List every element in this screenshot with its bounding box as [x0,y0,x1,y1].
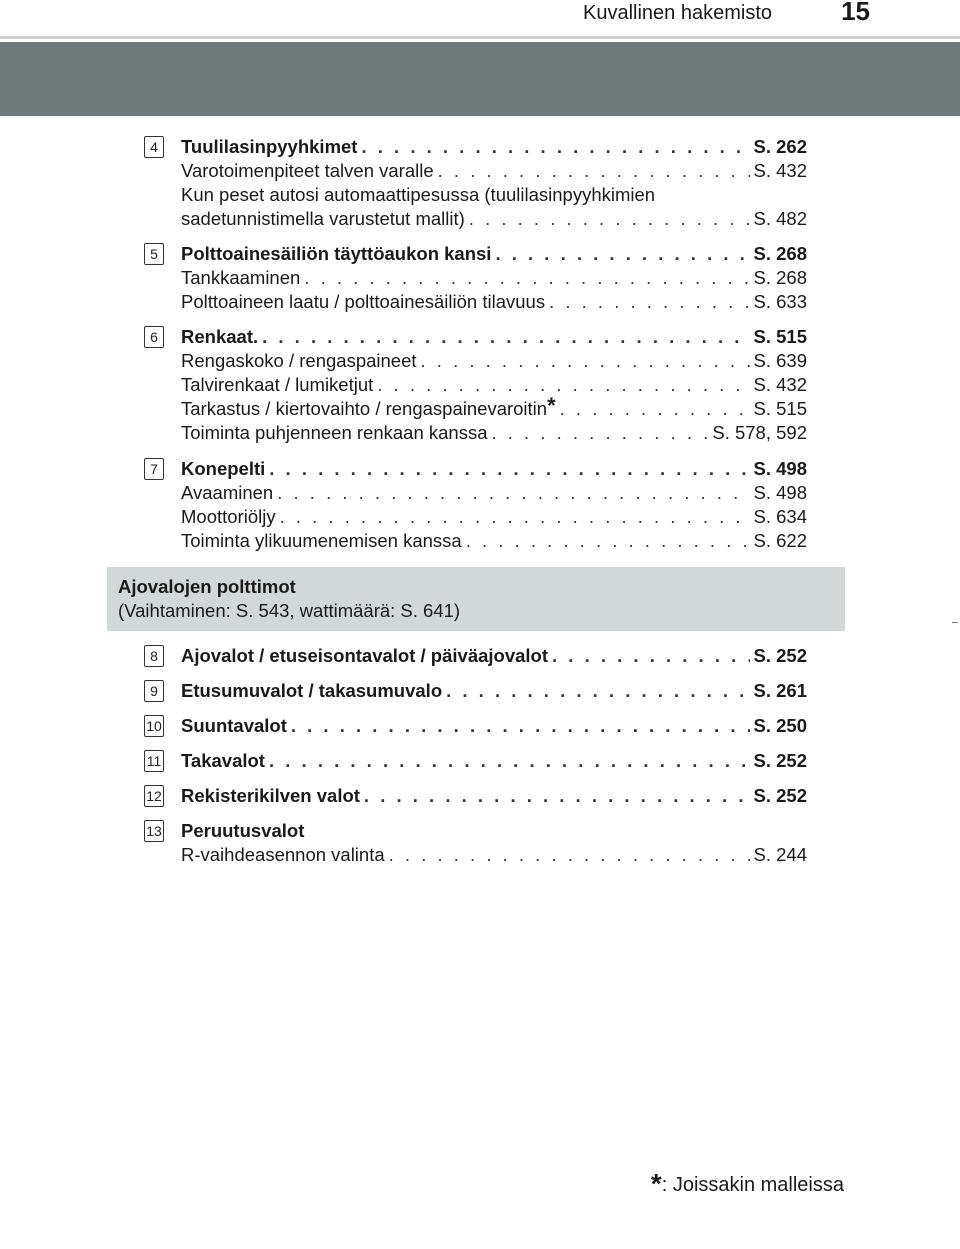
index-entry: Toiminta puhjenneen renkaan kanssa . . . S. 578, 592 [181,422,807,446]
section-title: Kuvallinen hakemisto [583,2,772,24]
index-entry: Tankkaaminen . . . S. 268 [181,267,807,291]
index-entry: Polttoaineen laatu / polttoainesäiliön tilavuus . . . S. 633 [181,291,807,315]
item-number-badge: 10 [144,715,164,737]
item-number-badge: 11 [144,750,164,772]
index-entry: Rekisterikilven valot . . . S. 252 [181,785,807,809]
page-header [0,0,960,40]
item-number-badge: 12 [144,785,164,807]
item-number-badge: 13 [144,820,164,842]
index-entry: Tuulilasinpyyhkimet . . . S. 262 [181,136,807,160]
index-entry: Talvirenkaat / lumiketjut . . . S. 432 [181,374,807,398]
item-number-badge: 9 [144,680,164,702]
item-number-badge: 8 [144,645,164,667]
index-entry: Suuntavalot . . . S. 250 [181,715,807,739]
index-entry: Ajovalot / etuseisontavalot / päiväajovalot . . . S. 252 [181,645,807,669]
page-number: 15 [841,0,870,26]
footnote [651,1168,844,1200]
index-entry: Moottoriöljy . . . S. 634 [181,506,807,530]
header-rule [0,36,960,39]
index-entry: Tarkastus / kiertovaihto / rengaspainevaroitin* . . . S. 515 [181,398,807,422]
footnote-text: : Joissakin malleissa [661,1174,844,1196]
index-entry: Avaaminen . . . S. 498 [181,482,807,506]
index-entry: Etusumuvalot / takasumuvalo . . . S. 261 [181,680,807,704]
index-entry: Konepelti . . . S. 498 [181,458,807,482]
box-subtitle: (Vaihtaminen: S. 543, wattimäärä: S. 641) [118,600,461,621]
item-number-badge: 6 [144,326,164,348]
index-entry: Kun peset autosi automaattipesussa (tuulilasinpyyhkimien [181,184,656,205]
index-entry: Rengaskoko / rengaspaineet . . . S. 639 [181,350,807,374]
footnote-mark: * [650,1168,662,1199]
item-number-badge: 5 [144,243,164,265]
index-entry: Peruutusvalot [181,820,305,841]
index-entry: Polttoainesäiliön täyttöaukon kansi . . . S. 268 [181,243,807,267]
item-number-badge: 4 [144,136,164,158]
bulbs-info-box [107,567,845,631]
box-title: Ajovalojen polttimot [118,576,296,597]
index-entry: Renkaat. . . . S. 515 [181,326,807,350]
index-entry: Varotoimenpiteet talven varalle . . . S. 432 [181,160,807,184]
item-number-badge: 7 [144,458,164,480]
margin-tick [952,622,958,623]
index-entry: R-vaihdeasennon valinta . . . S. 244 [181,844,807,868]
index-entry: Takavalot . . . S. 252 [181,750,807,774]
index-entry: Toiminta ylikuumenemisen kanssa . . . S. 622 [181,530,807,554]
index-entry: sadetunnistimella varustetut mallit) . . . S. 482 [181,208,807,232]
footnote-marker: * [547,393,556,418]
header-banner [0,42,960,116]
